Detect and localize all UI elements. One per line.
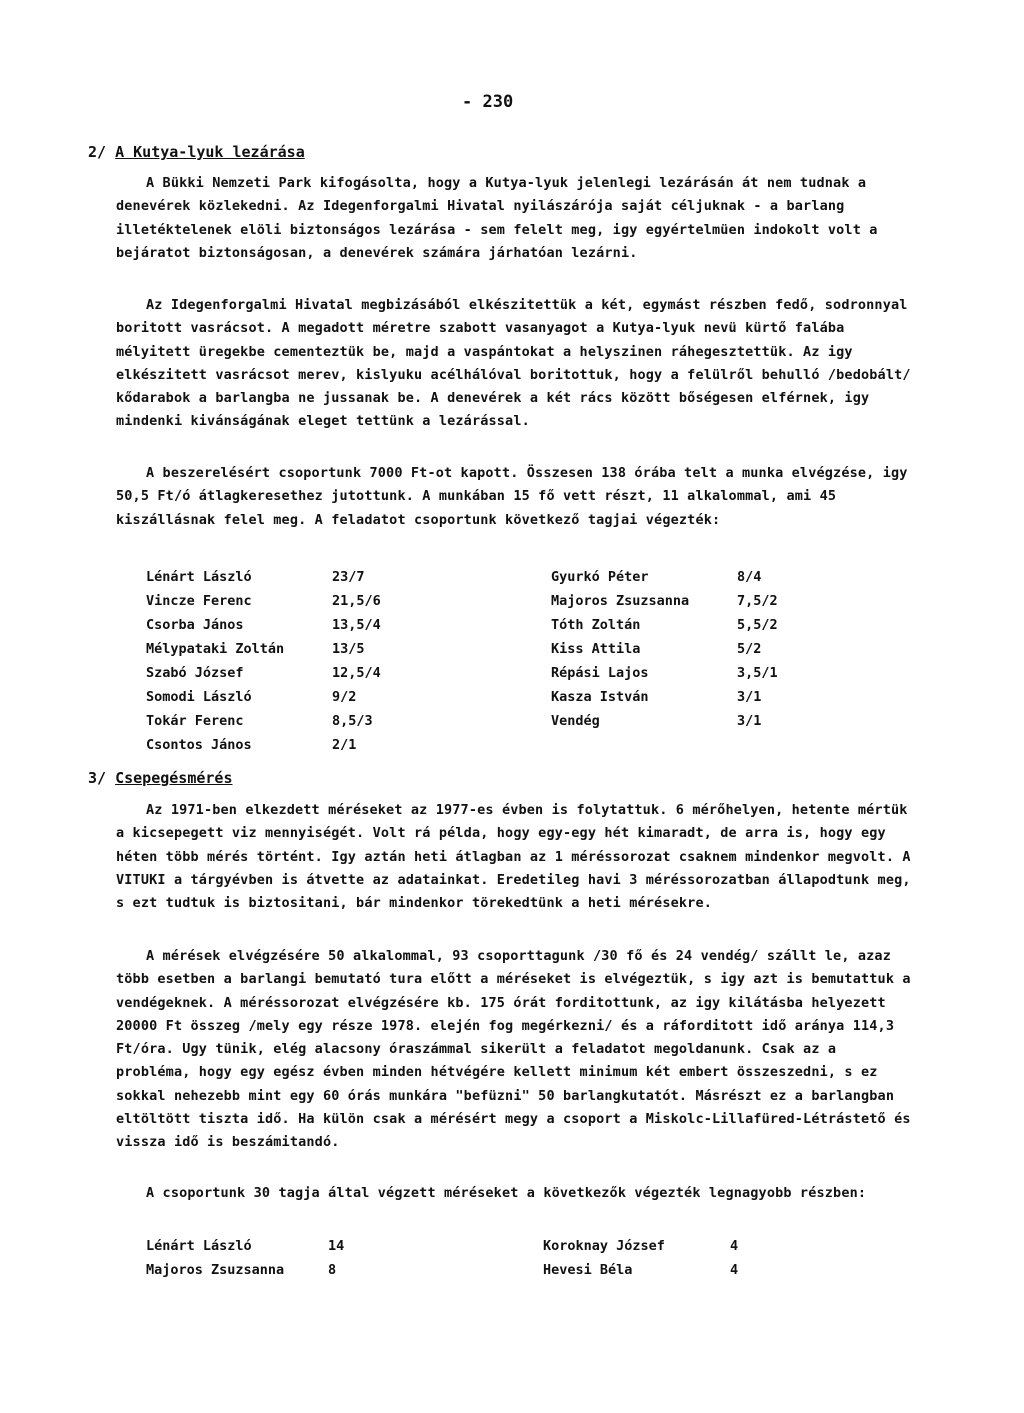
member-hours: 3/1 bbox=[737, 713, 762, 729]
member-name: Tokár Ferenc bbox=[146, 713, 244, 729]
member-hours: 13,5/4 bbox=[332, 617, 381, 633]
member-count: 14 bbox=[328, 1238, 345, 1254]
member-hours: 3/1 bbox=[737, 689, 762, 705]
section-3-heading bbox=[88, 769, 233, 787]
member-name: Lénárt László bbox=[146, 1238, 252, 1254]
member-name: Csorba János bbox=[146, 617, 244, 633]
section-2-heading bbox=[88, 143, 305, 161]
section-3-paragraph-2: A mérések elvégzésére 50 alkalommal, 93 csoporttagunk /30 fő és 24 vendég/ szállt le, azaz több esetben a barlangi bemutató tura előtt a méréseket is elvégeztük, s igy azt is bemutattuk a vendégeknek. A méréssorozat elvégzésére kb. 175 órát forditottunk, az igy kilátásba helyezett 20000 Ft összeg /mely egy része 1978. elején fog megérkezni/ és a ráforditott idő aránya 114,3 Ft/óra. Ugy tünik, elég alacsony óraszámmal sikerült a feladatot megoldanunk. Csak az a probléma, hogy egy egész évben minden hétvégére kellett minimum két embert összeszedni, s ez sokkal nehezebb mint egy 60 órás munkára "befüzni" 50 barlangkutatót. Másrészt ez a barlangban eltöltött tiszta idő. Ha külön csak a mérésért megy a csoport a Miskolc-Lillafüred-Létrástető és vissza idő is beszámitandó. bbox=[116, 948, 911, 1151]
member-name: Kiss Attila bbox=[551, 641, 641, 657]
member-name: Koroknay József bbox=[543, 1238, 665, 1254]
section-3-paragraph-3: A csoportunk 30 tagja által végzett méréseket a következők végezték legnagyobb részben: bbox=[146, 1185, 867, 1201]
section-2-paragraph-2: Az Idegenforgalmi Hivatal megbizásából elkészitettük a két, egymást részben fedő, sodronnyal boritott vasrácsot. A megadott méretre szabott vasanyagot a Kutya-lyuk nevü kürtő falába mélyitett üregekbe cementeztük be, majd a vaspántokat a helyszinen ráhegesztettük. Az igy elkészitett vasrácsot merev, kislyuku acélhálóval boritottuk, hogy a felülről behulló /bedobált/ kődarabok a barlangba ne jussanak be. A denevérek a két rács között bőségesen elférnek, igy mindenki kivánságának eleget tettünk a lezárással. bbox=[116, 297, 911, 430]
section-2-title: A Kutya-lyuk lezárása bbox=[115, 143, 305, 161]
section-2-number: 2/ bbox=[88, 143, 107, 161]
member-name: Hevesi Béla bbox=[543, 1262, 633, 1278]
member-hours: 13/5 bbox=[332, 641, 365, 657]
section-3-paragraph-1: Az 1971-ben elkezdett méréseket az 1977-es évben is folytattuk. 6 mérőhelyen, hetente mértük a kicsepegett viz mennyiségét. Volt rá példa, hogy egy-egy hét kimaradt, de arra is, hogy egy héten több mérés történt. Igy aztán heti átlagban az 1 méréssorozat csaknem mindenkor megvolt. A VITUKI a tárgyévben is átvette az adatainkat. Eredetileg havi 3 méréssorozatban állapodtunk meg, s ezt tudtuk is biztositani, bár mindenkor törekedtünk a heti mérésekre. bbox=[116, 802, 911, 912]
member-name: Csontos János bbox=[146, 737, 252, 753]
member-hours: 5,5/2 bbox=[737, 617, 778, 633]
page-number: - 230 bbox=[462, 92, 514, 112]
section-2-paragraph-3: A beszerelésért csoportunk 7000 Ft-ot kapott. Összesen 138 órába telt a munka elvégzése, igy 50,5 Ft/ó átlagkeresethez jutottunk. A munkában 15 fő vett részt, 11 alkalommal, ami 45 kiszállásnak felel meg. A feladatot csoportunk következő tagjai végezték: bbox=[116, 465, 908, 528]
member-hours: 21,5/6 bbox=[332, 593, 381, 609]
member-hours: 7,5/2 bbox=[737, 593, 778, 609]
member-name: Lénárt László bbox=[146, 569, 252, 585]
member-count: 8 bbox=[328, 1262, 337, 1278]
member-hours: 12,5/4 bbox=[332, 665, 381, 681]
member-name: Vincze Ferenc bbox=[146, 593, 252, 609]
member-name: Mélypataki Zoltán bbox=[146, 641, 285, 657]
member-name: Majoros Zsuzsanna bbox=[551, 593, 690, 609]
member-count: 4 bbox=[730, 1238, 739, 1254]
member-hours: 8/4 bbox=[737, 569, 762, 585]
section-3-title: Csepegésmérés bbox=[115, 769, 233, 787]
section-2-paragraph-1: A Bükki Nemzeti Park kifogásolta, hogy a Kutya-lyuk jelenlegi lezárásán át nem tudnak a denevérek közlekedni. Az Idegenforgalmi Hivatal nyilászárója saját céljuknak - a barlang illetéktelenek elöli biztonságos lezárása - sem felelt meg, igy egyértelmüen indokolt volt a bejáratot biztonságosan, a denevérek számára járhatóan lezárni. bbox=[116, 175, 878, 261]
section-3-number: 3/ bbox=[88, 769, 107, 787]
member-name: Répási Lajos bbox=[551, 665, 649, 681]
member-hours: 5/2 bbox=[737, 641, 762, 657]
member-name: Szabó József bbox=[146, 665, 244, 681]
member-hours: 3,5/1 bbox=[737, 665, 778, 681]
member-name: Tóth Zoltán bbox=[551, 617, 641, 633]
member-name: Somodi László bbox=[146, 689, 252, 705]
member-name: Vendég bbox=[551, 713, 600, 729]
member-hours: 2/1 bbox=[332, 737, 357, 753]
member-name: Gyurkó Péter bbox=[551, 569, 649, 585]
member-count: 4 bbox=[730, 1262, 739, 1278]
member-hours: 23/7 bbox=[332, 569, 365, 585]
member-name: Majoros Zsuzsanna bbox=[146, 1262, 285, 1278]
member-name: Kasza István bbox=[551, 689, 649, 705]
member-hours: 9/2 bbox=[332, 689, 357, 705]
member-hours: 8,5/3 bbox=[332, 713, 373, 729]
